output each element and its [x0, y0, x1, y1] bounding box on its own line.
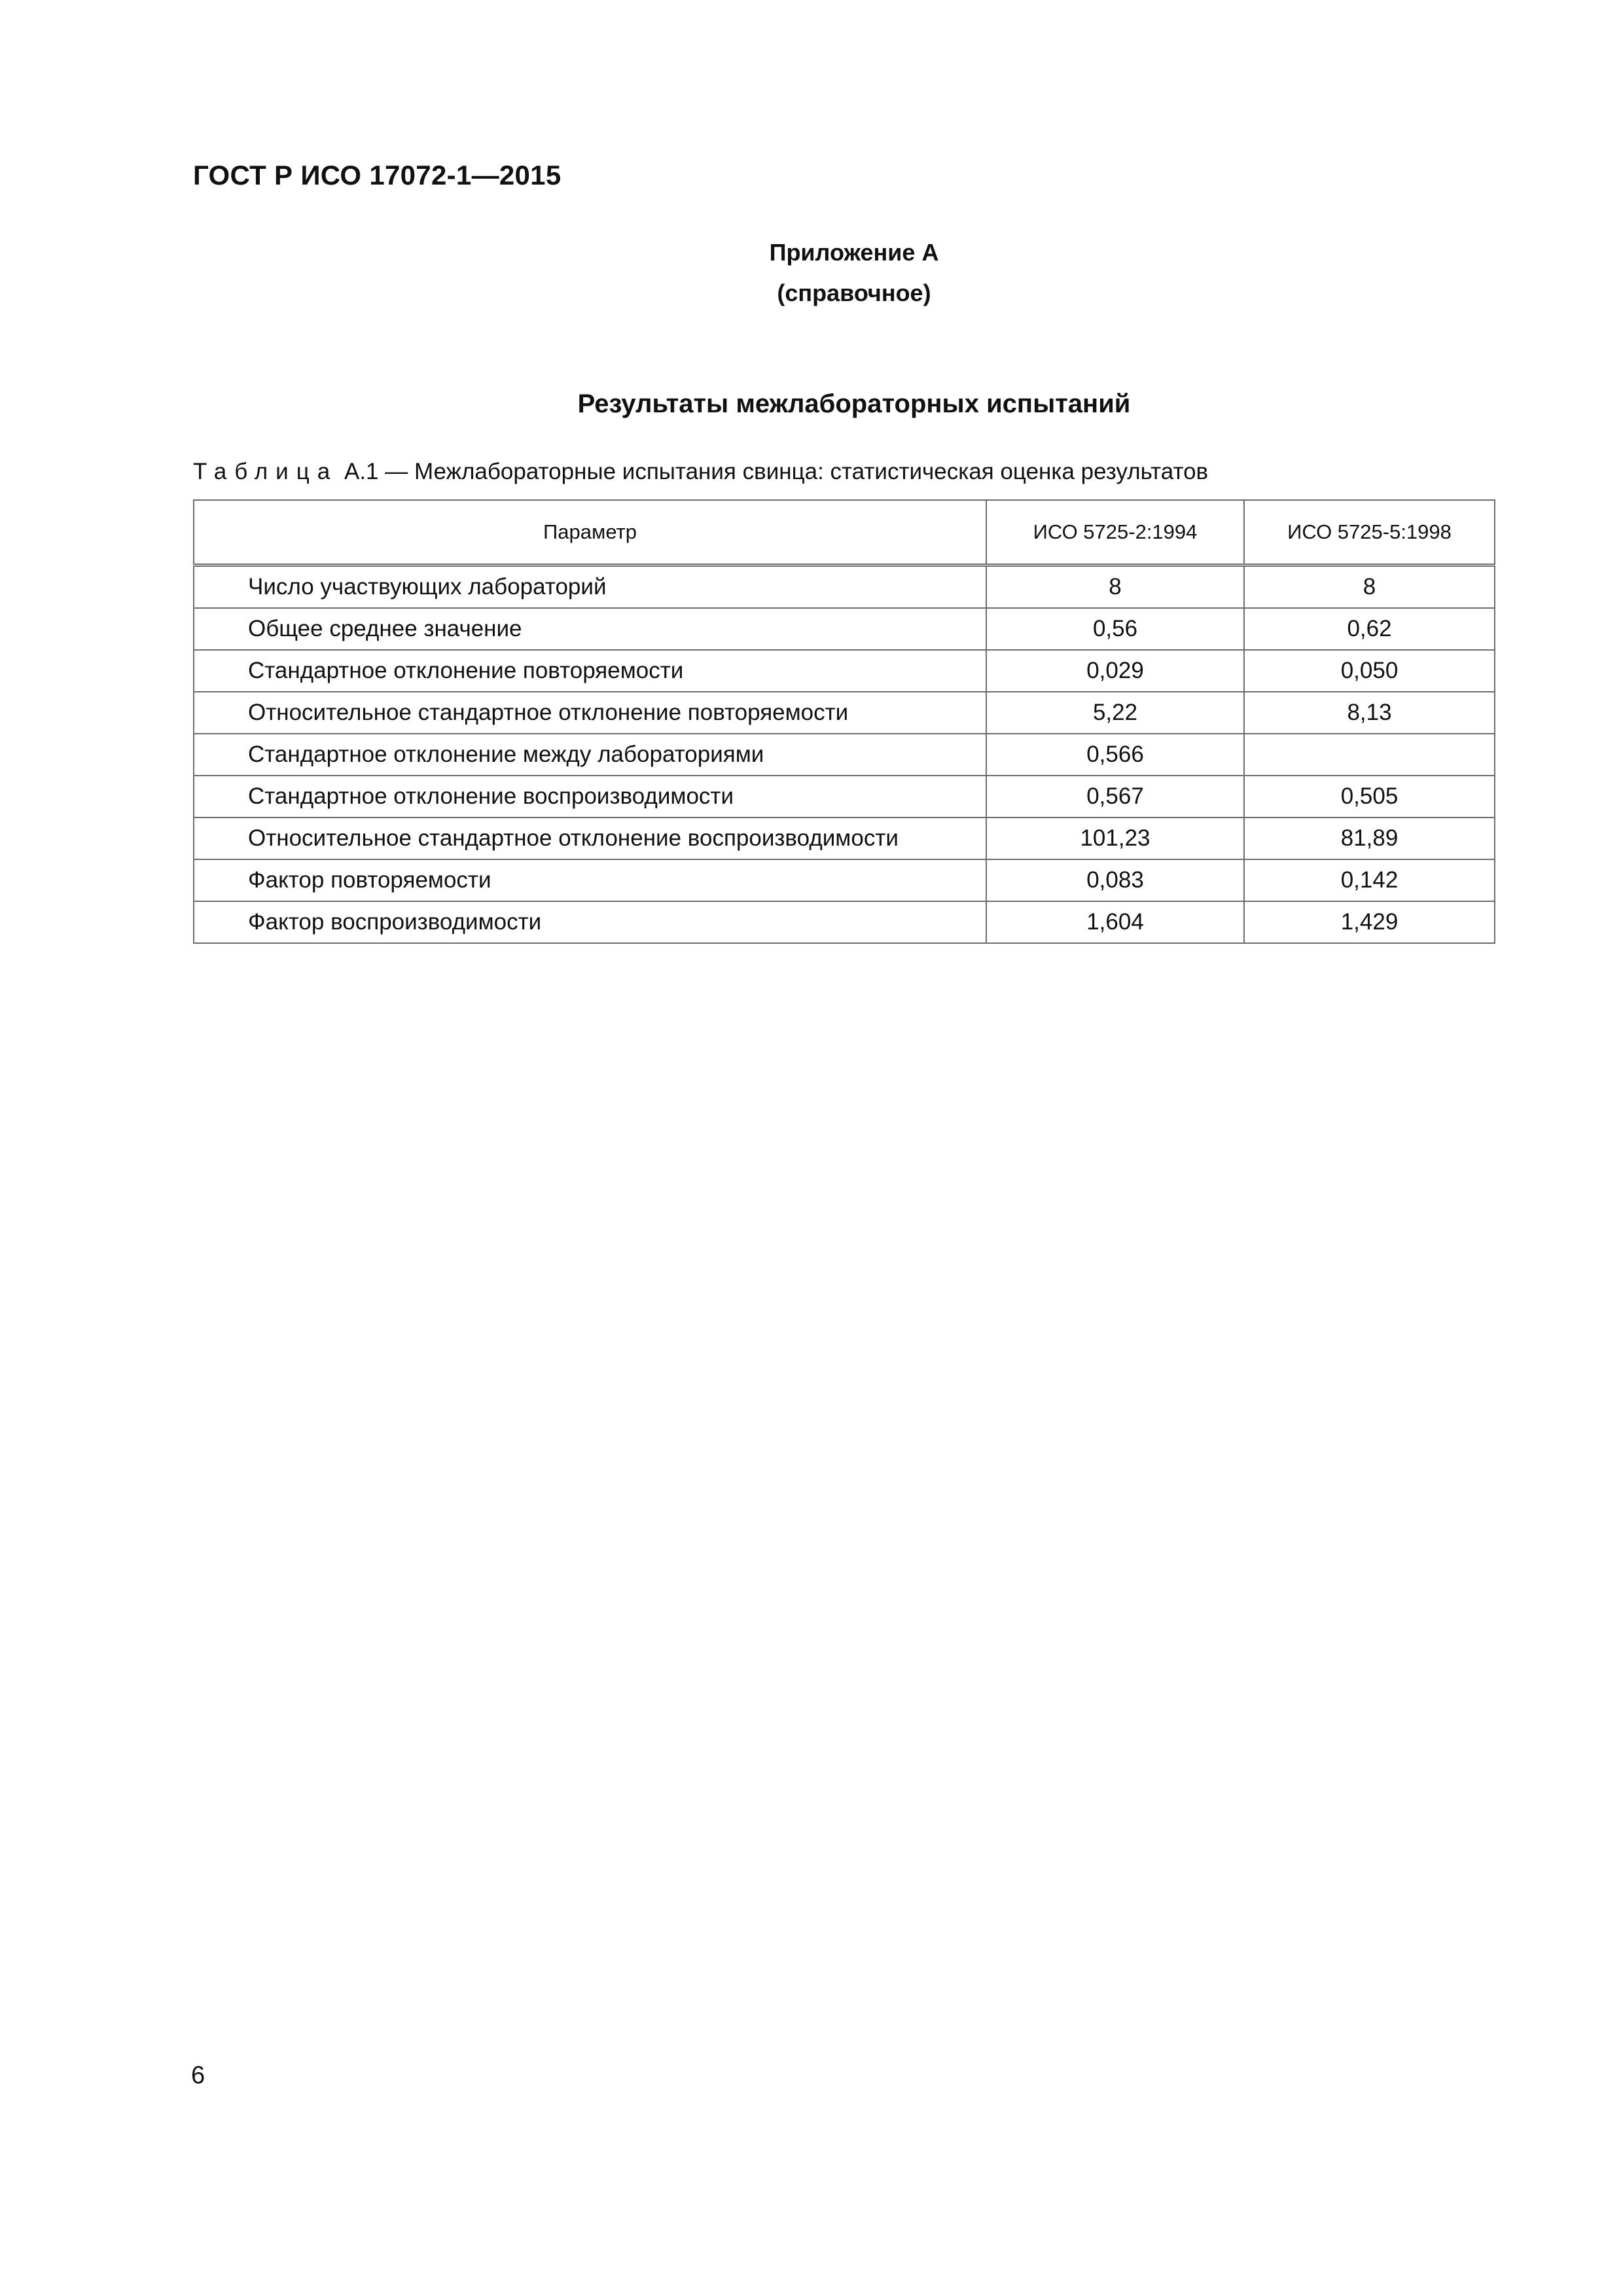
parameter-cell: Фактор повторяемости — [194, 859, 986, 901]
annex-status: (справочное) — [777, 279, 931, 306]
column-header-iso-5725-2: ИСО 5725-2:1994 — [986, 500, 1244, 565]
iso-5725-5-value: 81,89 — [1244, 817, 1495, 859]
table-row — [194, 859, 1495, 901]
results-table — [193, 499, 1495, 944]
iso-5725-2-value: 0,029 — [986, 650, 1244, 692]
table-caption — [193, 458, 1208, 486]
iso-5725-2-value: 0,566 — [986, 734, 1244, 776]
table-caption-label: Таблица — [193, 459, 338, 484]
document-code: ГОСТ Р ИСО 17072-1—2015 — [193, 160, 562, 190]
parameter-cell: Число участвующих лабораторий — [194, 565, 986, 609]
iso-5725-2-value: 8 — [986, 565, 1244, 609]
iso-5725-2-value: 0,083 — [986, 859, 1244, 901]
iso-5725-5-value — [1244, 734, 1495, 776]
section-title: Результаты межлабораторных испытаний — [577, 389, 1131, 418]
page-number: 6 — [191, 2062, 205, 2089]
iso-5725-5-value: 1,429 — [1244, 901, 1495, 943]
parameter-cell: Стандартное отклонение повторяемости — [194, 650, 986, 692]
parameter-cell: Фактор воспроизводимости — [194, 901, 986, 943]
iso-5725-5-value: 8,13 — [1244, 692, 1495, 734]
parameter-cell: Стандартное отклонение воспроизводимости — [194, 776, 986, 817]
parameter-cell: Относительное стандартное отклонение воспроизводимости — [194, 817, 986, 859]
iso-5725-5-value: 8 — [1244, 565, 1495, 609]
table-row — [194, 650, 1495, 692]
parameter-cell: Стандартное отклонение между лабораториями — [194, 734, 986, 776]
annex-title: Приложение А — [769, 239, 939, 266]
column-header-parameter: Параметр — [194, 500, 986, 565]
parameter-cell: Относительное стандартное отклонение повторяемости — [194, 692, 986, 734]
table-caption-text: А.1 — Межлабораторные испытания свинца: статистическая оценка результатов — [344, 459, 1209, 484]
table-row — [194, 565, 1495, 609]
annex-heading — [0, 232, 1623, 314]
table-header-row — [194, 500, 1495, 565]
iso-5725-5-value: 0,050 — [1244, 650, 1495, 692]
iso-5725-2-value: 5,22 — [986, 692, 1244, 734]
column-header-iso-5725-5: ИСО 5725-5:1998 — [1244, 500, 1495, 565]
parameter-cell: Общее среднее значение — [194, 608, 986, 650]
table-row — [194, 608, 1495, 650]
table-row — [194, 776, 1495, 817]
iso-5725-2-value: 0,567 — [986, 776, 1244, 817]
table-row — [194, 692, 1495, 734]
iso-5725-2-value: 0,56 — [986, 608, 1244, 650]
table-row — [194, 901, 1495, 943]
table-row — [194, 734, 1495, 776]
table-row — [194, 817, 1495, 859]
iso-5725-5-value: 0,505 — [1244, 776, 1495, 817]
iso-5725-2-value: 101,23 — [986, 817, 1244, 859]
iso-5725-5-value: 0,142 — [1244, 859, 1495, 901]
iso-5725-5-value: 0,62 — [1244, 608, 1495, 650]
iso-5725-2-value: 1,604 — [986, 901, 1244, 943]
